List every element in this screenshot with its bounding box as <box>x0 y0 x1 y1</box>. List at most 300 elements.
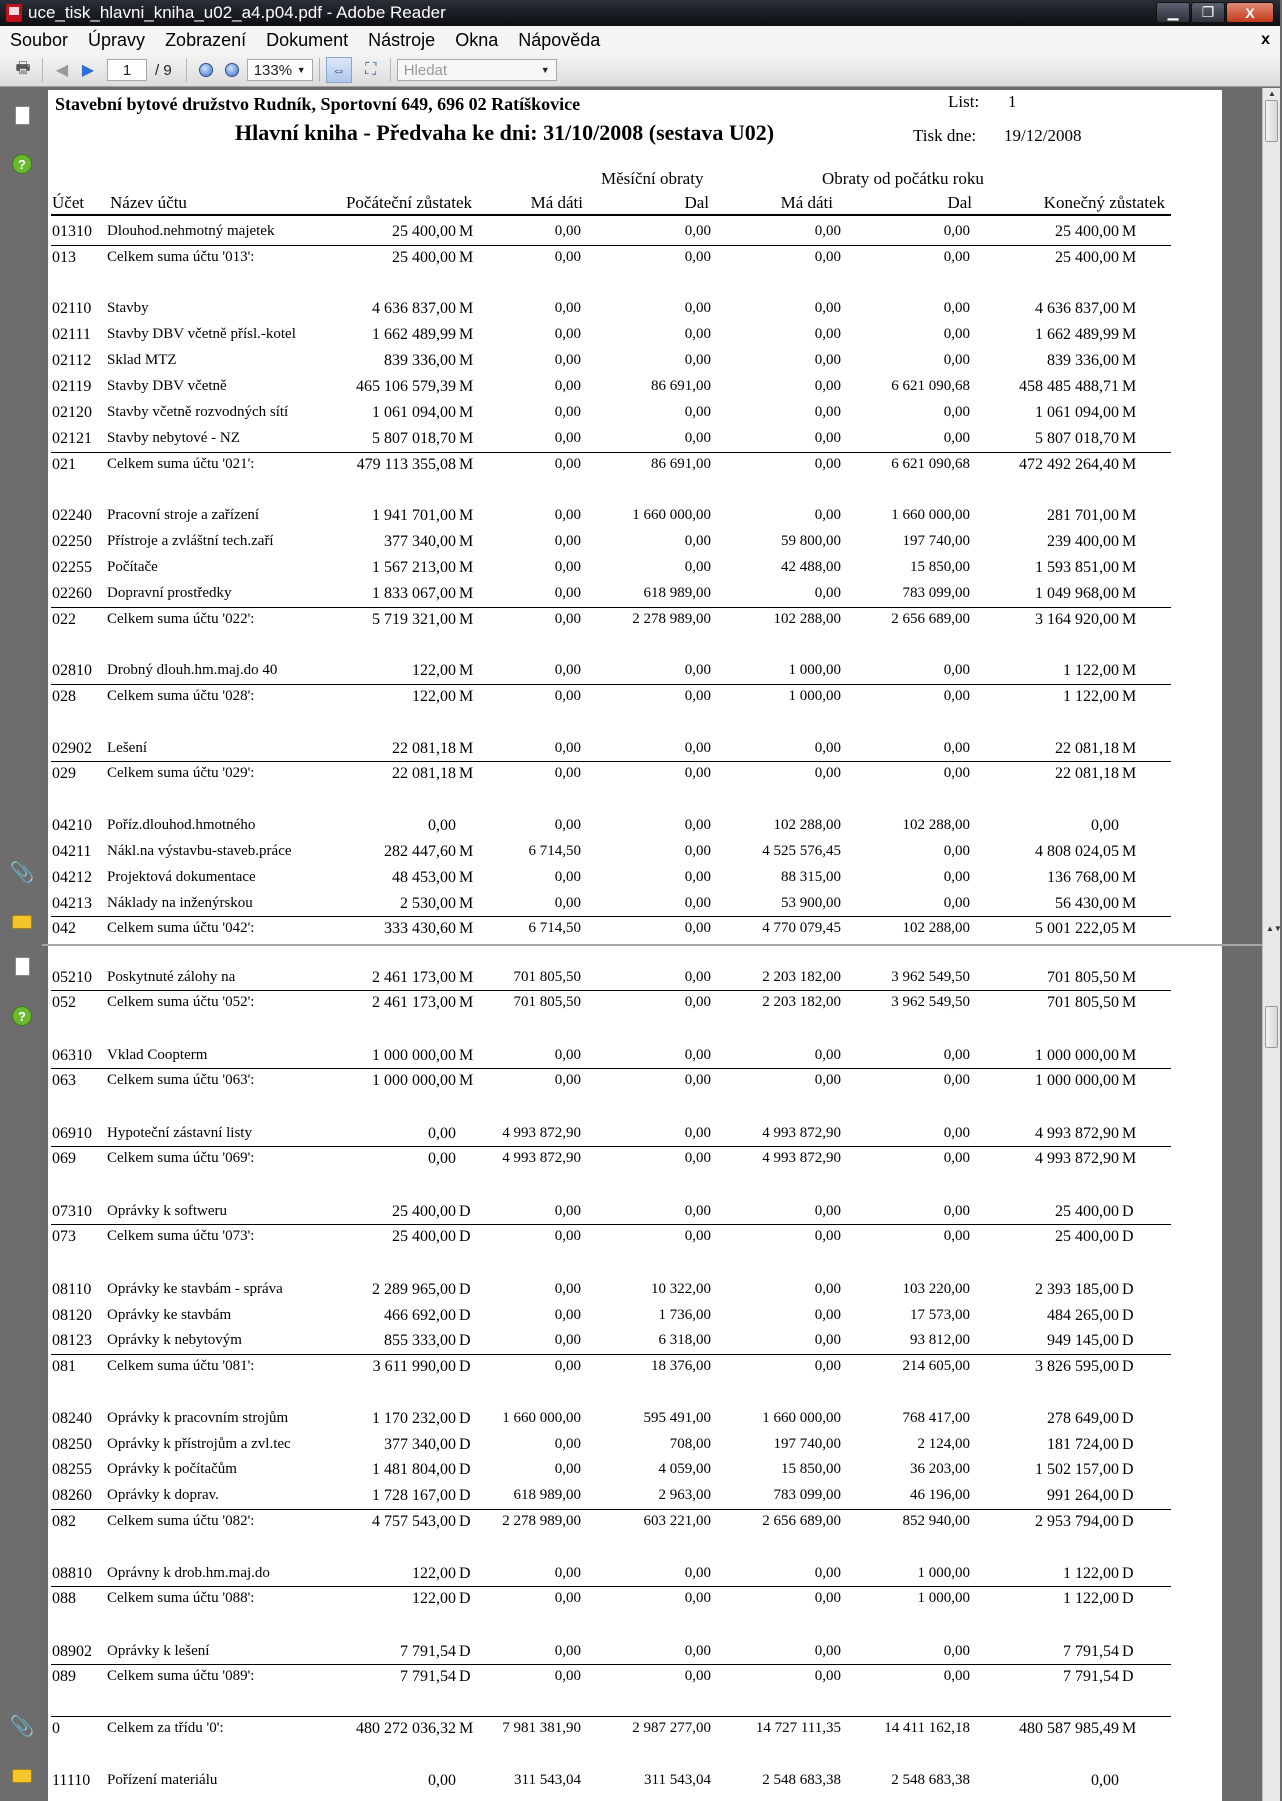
opening-side: D <box>459 1203 471 1220</box>
account-name: Pořízení materiálu <box>107 1772 218 1788</box>
ytd-debit: 0,00 <box>814 223 841 239</box>
search-placeholder: Hledat <box>403 61 448 79</box>
ytd-debit: 0,00 <box>814 249 841 265</box>
account-name: Stavby DBV včetně <box>107 378 227 394</box>
toolbar-separator <box>42 58 43 82</box>
print-icon[interactable]: 🖶 <box>15 59 31 77</box>
monthly-debit: 0,00 <box>554 869 581 885</box>
closing-side: M <box>1122 1125 1137 1142</box>
closing-balance: 4 993 872,90 <box>1035 1150 1119 1167</box>
attachments-icon[interactable]: 📎 <box>9 1715 35 1738</box>
menu-bar <box>0 26 1280 54</box>
account-code: 08120 <box>52 1307 92 1324</box>
closing-side: D <box>1122 1590 1134 1607</box>
account-code: 07310 <box>52 1203 92 1220</box>
monthly-credit: 0,00 <box>684 1228 711 1244</box>
closing-side: D <box>1122 1332 1134 1349</box>
closing-side: M <box>1122 895 1137 912</box>
closing-balance: 1 593 851,00 <box>1035 559 1119 576</box>
opening-side: M <box>459 559 474 576</box>
opening-side: M <box>459 249 474 266</box>
fit-page-icon[interactable]: ⛶ <box>365 61 377 78</box>
ytd-credit: 768 417,00 <box>902 1410 970 1426</box>
closing-side: D <box>1122 1643 1134 1660</box>
table-row <box>48 869 1171 891</box>
ytd-debit: 0,00 <box>814 740 841 756</box>
split-view-divider[interactable] <box>42 944 1262 946</box>
account-code: 088 <box>52 1590 76 1607</box>
account-name: Poskytnuté zálohy na <box>107 969 236 985</box>
opening-side: M <box>459 1047 474 1064</box>
monthly-debit: 0,00 <box>554 1281 581 1297</box>
opening-balance: 4 757 543,00 <box>372 1513 456 1530</box>
account-code: 013 <box>52 249 76 266</box>
minimize-button[interactable]: ▁ <box>1156 2 1190 23</box>
monthly-credit: 0,00 <box>684 300 711 316</box>
ytd-debit: 2 548 683,38 <box>762 1772 841 1788</box>
ytd-debit: 0,00 <box>814 1228 841 1244</box>
opening-side: M <box>459 507 474 524</box>
monthly-debit: 311 543,04 <box>514 1772 581 1788</box>
monthly-credit: 0,00 <box>684 1150 711 1166</box>
pdf-icon <box>6 4 22 22</box>
monthly-debit: 7 981 381,90 <box>502 1720 581 1736</box>
monthly-debit: 0,00 <box>554 1307 581 1323</box>
navigation-sidebar <box>0 88 42 1801</box>
document-close-icon[interactable]: x <box>1261 31 1270 48</box>
closing-side: D <box>1122 1203 1134 1220</box>
account-code: 022 <box>52 611 76 628</box>
ytd-credit: 852 940,00 <box>902 1513 970 1529</box>
monthly-credit: 0,00 <box>684 223 711 239</box>
closing-balance: 1 000 000,00 <box>1035 1047 1119 1064</box>
subtotal-row <box>48 611 1171 633</box>
closing-side: D <box>1122 1228 1134 1245</box>
closing-balance: 480 587 985,49 <box>1019 1720 1119 1737</box>
table-row <box>48 1125 1171 1147</box>
ytd-credit: 0,00 <box>943 662 970 678</box>
ytd-credit: 3 962 549,50 <box>891 994 970 1010</box>
ytd-credit: 0,00 <box>943 1072 970 1088</box>
closing-side: M <box>1122 430 1137 447</box>
ytd-credit: 0,00 <box>943 1643 970 1659</box>
opening-balance: 1 481 804,00 <box>372 1461 456 1478</box>
table-row <box>48 1461 1171 1483</box>
ytd-credit: 102 288,00 <box>902 817 970 833</box>
subtotal-row <box>48 920 1171 942</box>
account-code: 04210 <box>52 817 92 834</box>
subtotal-row <box>48 994 1171 1016</box>
ytd-debit: 0,00 <box>814 1590 841 1606</box>
help-icon[interactable]: ? <box>12 154 32 174</box>
table-row <box>48 585 1171 607</box>
chevron-down-icon: ▼ <box>540 65 550 75</box>
monthly-debit: 0,00 <box>554 895 581 911</box>
subtotal-row <box>48 456 1171 478</box>
monthly-credit: 311 543,04 <box>644 1772 711 1788</box>
organization-name: Stavební bytové družstvo Rudník, Sportovní 649, 696 02 Ratíškovice <box>55 94 581 114</box>
account-code: 04212 <box>52 869 92 886</box>
account-name: Oprávky ke stavbám <box>107 1307 232 1323</box>
account-name: Oprávky ke stavbám - správa <box>107 1281 283 1297</box>
opening-balance: 1 170 232,00 <box>372 1410 456 1427</box>
closing-side: M <box>1122 765 1137 782</box>
sheet-label: List: <box>948 92 980 111</box>
closing-balance: 949 145,00 <box>1047 1332 1119 1349</box>
split-arrows-icon[interactable]: ▲▼ <box>1266 924 1282 933</box>
col-ytd-credit: Dal <box>947 193 972 212</box>
closing-side: M <box>1122 249 1137 266</box>
closing-balance: 3 826 595,00 <box>1035 1358 1119 1375</box>
account-code: 02121 <box>52 430 92 447</box>
ytd-debit: 4 993 872,90 <box>762 1150 841 1166</box>
ytd-credit: 783 099,00 <box>902 585 970 601</box>
closing-balance: 1 122,00 <box>1063 688 1119 705</box>
opening-side: D <box>459 1436 471 1453</box>
ytd-debit: 0,00 <box>814 1072 841 1088</box>
account-code: 069 <box>52 1150 76 1167</box>
ytd-debit: 0,00 <box>814 1047 841 1063</box>
menu-soubor[interactable]: Soubor <box>10 29 69 50</box>
closing-balance: 25 400,00 <box>1055 249 1119 266</box>
col-ytd-debit: Má dáti <box>780 193 833 212</box>
ytd-debit: 0,00 <box>814 456 841 472</box>
monthly-debit: 0,00 <box>554 404 581 420</box>
closing-side: M <box>1122 404 1137 421</box>
comments-icon[interactable] <box>12 1766 32 1786</box>
closing-balance: 1 061 094,00 <box>1035 404 1119 421</box>
help-icon[interactable]: ? <box>12 1006 32 1026</box>
closing-balance: 4 808 024,05 <box>1035 843 1119 860</box>
opening-balance: 0,00 <box>428 1150 456 1167</box>
opening-side: M <box>459 223 474 240</box>
monthly-credit: 0,00 <box>684 920 711 936</box>
closing-side: M <box>1122 326 1137 343</box>
opening-side: M <box>459 1720 474 1737</box>
monthly-credit: 0,00 <box>684 740 711 756</box>
closing-side: M <box>1122 300 1137 317</box>
opening-balance: 0,00 <box>428 1125 456 1142</box>
account-code: 073 <box>52 1228 76 1245</box>
opening-balance: 5 719 321,00 <box>372 611 456 628</box>
col-debit: Má dáti <box>530 193 583 212</box>
ytd-credit: 14 411 162,18 <box>884 1720 970 1736</box>
ytd-credit: 6 621 090,68 <box>891 378 970 394</box>
ytd-credit: 6 621 090,68 <box>891 456 970 472</box>
monthly-credit: 0,00 <box>684 817 711 833</box>
monthly-debit: 0,00 <box>554 765 581 781</box>
opening-balance: 282 447,60 <box>384 843 456 860</box>
closing-balance: 991 264,00 <box>1047 1487 1119 1504</box>
ytd-credit: 0,00 <box>943 740 970 756</box>
monthly-debit: 0,00 <box>554 585 581 601</box>
ytd-debit: 2 203 182,00 <box>762 969 841 985</box>
page-number-input[interactable]: 1 <box>107 59 147 81</box>
menu-napoveda[interactable]: Nápověda <box>518 29 601 50</box>
subtotal-row <box>48 249 1171 271</box>
closing-side: D <box>1122 1565 1134 1582</box>
print-date-label: Tisk dne: <box>913 126 977 145</box>
opening-side: M <box>459 404 474 421</box>
account-name: Oprávky k počítačům <box>107 1461 237 1477</box>
ytd-debit: 0,00 <box>814 1281 841 1297</box>
account-code: 02255 <box>52 559 92 576</box>
monthly-debit: 0,00 <box>554 352 581 368</box>
monthly-credit: 0,00 <box>684 969 711 985</box>
header-rule <box>51 214 1171 216</box>
opening-balance: 122,00 <box>412 1590 456 1607</box>
account-name: Celkem suma účtu '021': <box>107 456 255 472</box>
opening-side: D <box>459 1228 471 1245</box>
account-code: 02110 <box>52 300 92 317</box>
closing-balance: 1 122,00 <box>1063 1565 1119 1582</box>
closing-balance: 25 400,00 <box>1055 1203 1119 1220</box>
account-name: Dopravní prostředky <box>107 585 232 601</box>
closing-balance: 472 492 264,40 <box>1019 456 1119 473</box>
monthly-credit: 0,00 <box>684 1125 711 1141</box>
account-name: Celkem za třídu '0': <box>107 1720 224 1736</box>
ytd-debit: 0,00 <box>814 507 841 523</box>
ytd-credit: 197 740,00 <box>902 533 970 549</box>
closing-side: D <box>1122 1358 1134 1375</box>
attachments-icon[interactable]: 📎 <box>9 861 35 884</box>
ytd-credit: 2 656 689,00 <box>891 611 970 627</box>
closing-side: D <box>1122 1436 1134 1453</box>
scroll-thumb[interactable] <box>1265 100 1278 142</box>
closing-balance: 281 701,00 <box>1047 507 1119 524</box>
ytd-credit: 3 962 549,50 <box>891 969 970 985</box>
closing-balance: 1 122,00 <box>1063 662 1119 679</box>
table-row <box>48 404 1171 426</box>
zoom-in-icon[interactable] <box>219 58 245 82</box>
table-row <box>48 300 1171 322</box>
menu-nastroje[interactable]: Nástroje <box>368 29 436 50</box>
table-row <box>48 533 1171 555</box>
opening-side: D <box>459 1410 471 1427</box>
opening-balance: 1 941 701,00 <box>372 507 456 524</box>
pages-panel-icon[interactable] <box>12 956 32 976</box>
zoom-out-icon[interactable] <box>193 58 219 82</box>
maximize-button[interactable]: ❐ <box>1191 2 1225 23</box>
subtotal-row <box>48 1358 1171 1380</box>
closing-side: M <box>1122 456 1137 473</box>
fit-width-icon[interactable]: ⇔ <box>326 57 352 83</box>
account-name: Celkem suma účtu '082': <box>107 1513 255 1529</box>
menu-zobrazeni[interactable]: Zobrazení <box>165 29 247 50</box>
closing-side: M <box>1122 969 1137 986</box>
next-page-icon[interactable]: ▶ <box>81 62 95 79</box>
opening-balance: 25 400,00 <box>392 1228 456 1245</box>
monthly-debit: 0,00 <box>554 688 581 704</box>
ytd-credit: 2 124,00 <box>917 1436 970 1452</box>
ytd-debit: 0,00 <box>814 300 841 316</box>
closing-side: M <box>1122 507 1137 524</box>
monthly-debit: 0,00 <box>554 1047 581 1063</box>
monthly-credit: 0,00 <box>684 765 711 781</box>
ytd-credit: 46 196,00 <box>910 1487 970 1503</box>
opening-side: M <box>459 895 474 912</box>
ytd-credit: 93 812,00 <box>910 1332 970 1348</box>
monthly-credit: 0,00 <box>684 430 711 446</box>
toolbar <box>0 54 1280 87</box>
monthly-credit: 0,00 <box>684 688 711 704</box>
menu-upravy[interactable]: Úpravy <box>88 29 146 50</box>
subtotal-row <box>48 1590 1171 1612</box>
opening-balance: 2 461 173,00 <box>372 994 456 1011</box>
account-name: Pracovní stroje a zařízení <box>107 507 260 523</box>
table-row <box>48 430 1171 452</box>
monthly-credit: 0,00 <box>684 1668 711 1684</box>
closing-side: D <box>1122 1487 1134 1504</box>
subtotal-row <box>48 1668 1171 1690</box>
monthly-debit: 0,00 <box>554 1203 581 1219</box>
account-code: 08110 <box>52 1281 92 1298</box>
closing-side: D <box>1122 1461 1134 1478</box>
opening-side: M <box>459 585 474 602</box>
account-name: Drobný dlouh.hm.maj.do 40 <box>107 662 278 678</box>
account-code: 02250 <box>52 533 92 550</box>
account-code: 02260 <box>52 585 92 602</box>
vertical-scrollbar[interactable] <box>1262 88 1280 1801</box>
table-row <box>48 223 1171 245</box>
account-name: Oprávky k nebytovým <box>107 1332 242 1348</box>
closing-side: M <box>1122 740 1137 757</box>
subtotal-row <box>48 1513 1171 1535</box>
ytd-debit: 0,00 <box>814 1203 841 1219</box>
opening-side: D <box>459 1332 471 1349</box>
opening-balance: 2 289 965,00 <box>372 1281 456 1298</box>
account-name: Celkem suma účtu '081': <box>107 1358 255 1374</box>
ytd-credit: 2 548 683,38 <box>891 1772 970 1788</box>
ytd-credit: 0,00 <box>943 1150 970 1166</box>
opening-side: M <box>459 740 474 757</box>
search-input[interactable] <box>397 59 557 81</box>
account-name: Vklad Coopterm <box>107 1047 208 1063</box>
monthly-debit: 0,00 <box>554 430 581 446</box>
previous-page-icon[interactable]: ◀ <box>55 62 69 79</box>
ytd-credit: 1 000,00 <box>917 1590 970 1606</box>
closing-side: M <box>1122 611 1137 628</box>
opening-side: M <box>459 688 474 705</box>
opening-side: M <box>459 378 474 395</box>
account-code: 05210 <box>52 969 92 986</box>
monthly-credit: 595 491,00 <box>643 1410 711 1426</box>
account-name: Celkem suma účtu '042': <box>107 920 255 936</box>
ytd-credit: 0,00 <box>943 223 970 239</box>
ytd-debit: 2 656 689,00 <box>762 1513 841 1529</box>
ytd-credit: 0,00 <box>943 843 970 859</box>
opening-side: M <box>459 326 474 343</box>
account-code: 0 <box>52 1720 60 1737</box>
ytd-credit: 0,00 <box>943 1047 970 1063</box>
ytd-debit: 88 315,00 <box>781 869 841 885</box>
menu-okna[interactable]: Okna <box>455 29 499 50</box>
account-name: Stavby <box>107 300 149 316</box>
account-name: Dlouhod.nehmotný majetek <box>107 223 275 239</box>
account-code: 02902 <box>52 740 92 757</box>
closing-balance: 5 807 018,70 <box>1035 430 1119 447</box>
monthly-debit: 1 660 000,00 <box>502 1410 581 1426</box>
menu-dokument[interactable]: Dokument <box>266 29 349 50</box>
opening-balance: 22 081,18 <box>392 740 456 757</box>
closing-side: D <box>1122 1307 1134 1324</box>
ytd-debit: 0,00 <box>814 1358 841 1374</box>
column-headers <box>48 193 1171 215</box>
opening-balance: 377 340,00 <box>384 1436 456 1453</box>
account-name: Náklady na inženýrskou <box>107 895 253 911</box>
account-code: 02111 <box>52 326 91 343</box>
monthly-debit: 0,00 <box>554 1358 581 1374</box>
ytd-debit: 42 488,00 <box>781 559 841 575</box>
account-code: 029 <box>52 765 76 782</box>
monthly-credit: 86 691,00 <box>651 378 711 394</box>
ytd-credit: 36 203,00 <box>910 1461 970 1477</box>
col-credit: Dal <box>684 193 709 212</box>
closing-balance: 839 336,00 <box>1047 352 1119 369</box>
closing-balance: 4 993 872,90 <box>1035 1125 1119 1142</box>
toolbar-separator <box>390 58 391 82</box>
closing-balance: 701 805,50 <box>1047 969 1119 986</box>
opening-side: M <box>459 662 474 679</box>
opening-side: D <box>459 1643 471 1660</box>
comments-icon[interactable] <box>12 912 32 932</box>
zoom-select[interactable] <box>247 59 313 81</box>
chevron-down-icon: ▼ <box>296 65 306 75</box>
monthly-credit: 0,00 <box>684 895 711 911</box>
opening-balance: 122,00 <box>412 1565 456 1582</box>
opening-side: M <box>459 765 474 782</box>
account-code: 08240 <box>52 1410 92 1427</box>
pages-panel-icon[interactable] <box>12 105 32 125</box>
account-name: Přístroje a zvláštní tech.zaří <box>107 533 274 549</box>
closing-side: M <box>1122 378 1137 395</box>
sheet-number: 1 <box>1008 92 1017 111</box>
closing-side: M <box>1122 688 1137 705</box>
ytd-credit: 0,00 <box>943 869 970 885</box>
col-account: Účet <box>52 193 85 212</box>
ytd-debit: 102 288,00 <box>773 611 841 627</box>
ytd-turnover-heading: Obraty od počátku roku <box>822 169 984 188</box>
account-code: 081 <box>52 1358 76 1375</box>
monthly-credit: 0,00 <box>684 249 711 265</box>
close-button[interactable]: X <box>1226 2 1274 23</box>
account-code: 042 <box>52 920 76 937</box>
subtotal-row <box>48 765 1171 787</box>
closing-side: D <box>1122 1281 1134 1298</box>
monthly-credit: 0,00 <box>684 1565 711 1581</box>
ytd-debit: 0,00 <box>814 1332 841 1348</box>
opening-balance: 333 430,60 <box>384 920 456 937</box>
table-row <box>48 1307 1171 1329</box>
account-code: 06910 <box>52 1125 92 1142</box>
scroll-thumb[interactable] <box>1265 1006 1278 1048</box>
monthly-debit: 0,00 <box>554 300 581 316</box>
account-code: 082 <box>52 1513 76 1530</box>
monthly-debit: 0,00 <box>554 223 581 239</box>
monthly-credit: 708,00 <box>669 1436 711 1452</box>
monthly-credit: 6 318,00 <box>658 1332 711 1348</box>
monthly-debit: 701 805,50 <box>513 994 581 1010</box>
opening-balance: 1 567 213,00 <box>372 559 456 576</box>
monthly-credit: 0,00 <box>684 533 711 549</box>
ytd-credit: 0,00 <box>943 688 970 704</box>
ytd-credit: 17 573,00 <box>910 1307 970 1323</box>
closing-balance: 136 768,00 <box>1047 869 1119 886</box>
monthly-debit: 0,00 <box>554 1332 581 1348</box>
ytd-debit: 4 770 079,45 <box>762 920 841 936</box>
ytd-debit: 0,00 <box>814 1565 841 1581</box>
scroll-up-icon[interactable]: ▲ <box>1268 89 1276 98</box>
